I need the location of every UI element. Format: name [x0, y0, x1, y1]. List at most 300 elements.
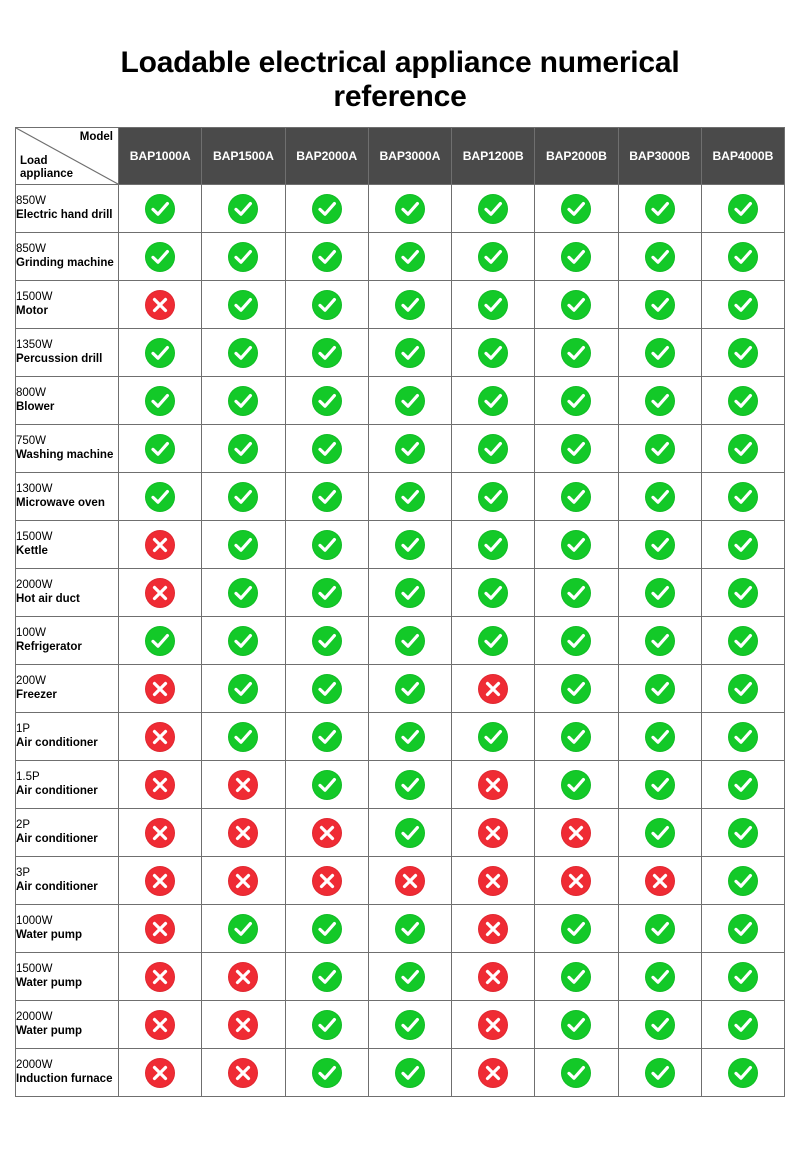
- check-circle-icon: [145, 434, 175, 464]
- check-glyph: [728, 866, 758, 896]
- check-glyph: [645, 578, 675, 608]
- cross-circle-icon: [228, 770, 258, 800]
- check-circle-icon: [728, 338, 758, 368]
- matrix-cell: [535, 665, 618, 713]
- check-glyph: [728, 722, 758, 752]
- check-circle-icon: [645, 482, 675, 512]
- cross-glyph: [478, 962, 508, 992]
- check-circle-icon: [228, 194, 258, 224]
- table-body: [16, 185, 785, 1097]
- column-header-5: BAP2000B: [535, 128, 618, 185]
- matrix-cell: [368, 713, 451, 761]
- matrix-cell: [452, 713, 535, 761]
- matrix-cell: [202, 377, 285, 425]
- check-circle-icon: [728, 242, 758, 272]
- cross-circle-icon: [145, 674, 175, 704]
- row-wattage: 800W: [16, 387, 47, 400]
- matrix-cell: [618, 1049, 701, 1097]
- matrix-cell: [618, 809, 701, 857]
- row-wattage: 1500W: [16, 963, 53, 976]
- table-row: [16, 185, 785, 233]
- row-label-cell: [16, 761, 119, 809]
- check-glyph: [728, 290, 758, 320]
- row-label-cell: [16, 185, 119, 233]
- cross-glyph: [478, 866, 508, 896]
- check-circle-icon: [645, 1058, 675, 1088]
- check-glyph: [312, 290, 342, 320]
- check-circle-icon: [312, 242, 342, 272]
- check-glyph: [312, 482, 342, 512]
- check-glyph: [561, 626, 591, 656]
- check-glyph: [728, 386, 758, 416]
- matrix-cell: [202, 473, 285, 521]
- check-glyph: [645, 1010, 675, 1040]
- matrix-cell: [119, 857, 202, 905]
- check-circle-icon: [728, 386, 758, 416]
- check-glyph: [312, 386, 342, 416]
- check-circle-icon: [728, 770, 758, 800]
- row-appliance-name: Water pump: [16, 976, 83, 989]
- row-label-cell: [16, 857, 119, 905]
- cross-glyph: [478, 674, 508, 704]
- check-circle-icon: [561, 626, 591, 656]
- cross-circle-icon: [228, 818, 258, 848]
- cross-glyph: [561, 866, 591, 896]
- check-glyph: [395, 674, 425, 704]
- row-wattage: 1P: [16, 723, 31, 736]
- check-glyph: [312, 962, 342, 992]
- check-circle-icon: [478, 434, 508, 464]
- row-wattage: 3P: [16, 867, 31, 880]
- check-circle-icon: [478, 242, 508, 272]
- row-wattage: 1.5P: [16, 771, 40, 784]
- matrix-cell: [285, 617, 368, 665]
- cross-glyph: [145, 1058, 175, 1088]
- row-appliance-name: Microwave oven: [16, 496, 105, 509]
- check-glyph: [395, 962, 425, 992]
- table-row: [16, 713, 785, 761]
- matrix-cell: [452, 905, 535, 953]
- row-wattage: 2P: [16, 819, 31, 832]
- row-appliance-name: Air conditioner: [16, 832, 98, 845]
- check-glyph: [228, 482, 258, 512]
- matrix-cell: [618, 1001, 701, 1049]
- matrix-cell: [701, 425, 784, 473]
- check-glyph: [561, 722, 591, 752]
- row-appliance-name: Air conditioner: [16, 784, 98, 797]
- check-circle-icon: [228, 290, 258, 320]
- row-appliance-name: Kettle: [16, 544, 48, 557]
- matrix-cell: [701, 857, 784, 905]
- check-circle-icon: [478, 722, 508, 752]
- check-glyph: [395, 530, 425, 560]
- matrix-cell: [701, 521, 784, 569]
- check-glyph: [645, 818, 675, 848]
- cross-circle-icon: [478, 1010, 508, 1040]
- matrix-cell: [202, 1049, 285, 1097]
- matrix-cell: [368, 473, 451, 521]
- check-glyph: [228, 626, 258, 656]
- check-circle-icon: [395, 770, 425, 800]
- cross-circle-icon: [145, 530, 175, 560]
- check-circle-icon: [312, 722, 342, 752]
- row-label-cell: [16, 281, 119, 329]
- matrix-cell: [701, 761, 784, 809]
- matrix-cell: [119, 665, 202, 713]
- matrix-cell: [452, 809, 535, 857]
- check-glyph: [395, 242, 425, 272]
- check-circle-icon: [228, 482, 258, 512]
- matrix-cell: [368, 425, 451, 473]
- matrix-cell: [368, 617, 451, 665]
- check-circle-icon: [728, 626, 758, 656]
- matrix-cell: [701, 809, 784, 857]
- matrix-cell: [618, 617, 701, 665]
- check-glyph: [728, 770, 758, 800]
- matrix-cell: [535, 569, 618, 617]
- row-label-cell: [16, 713, 119, 761]
- matrix-cell: [535, 281, 618, 329]
- matrix-cell: [285, 473, 368, 521]
- check-glyph: [645, 290, 675, 320]
- check-glyph: [728, 674, 758, 704]
- table-row: [16, 425, 785, 473]
- matrix-cell: [368, 329, 451, 377]
- check-circle-icon: [312, 338, 342, 368]
- check-glyph: [228, 290, 258, 320]
- cross-circle-icon: [478, 1058, 508, 1088]
- matrix-cell: [285, 1049, 368, 1097]
- check-circle-icon: [145, 626, 175, 656]
- check-glyph: [645, 674, 675, 704]
- check-glyph: [228, 242, 258, 272]
- matrix-cell: [452, 761, 535, 809]
- table-header-row: [16, 128, 785, 185]
- matrix-cell: [119, 329, 202, 377]
- cross-glyph: [145, 914, 175, 944]
- row-wattage: 850W: [16, 243, 47, 256]
- matrix-cell: [535, 377, 618, 425]
- check-glyph: [478, 290, 508, 320]
- matrix-cell: [368, 857, 451, 905]
- matrix-cell: [452, 617, 535, 665]
- check-glyph: [395, 290, 425, 320]
- row-appliance-name: Freezer: [16, 688, 57, 701]
- matrix-cell: [119, 185, 202, 233]
- check-glyph: [395, 434, 425, 464]
- matrix-cell: [202, 281, 285, 329]
- matrix-cell: [202, 905, 285, 953]
- check-glyph: [728, 626, 758, 656]
- check-glyph: [561, 386, 591, 416]
- table-row: [16, 521, 785, 569]
- cross-glyph: [478, 1010, 508, 1040]
- check-circle-icon: [645, 674, 675, 704]
- check-circle-icon: [395, 578, 425, 608]
- row-appliance-name: Electric hand drill: [16, 208, 113, 221]
- matrix-cell: [535, 425, 618, 473]
- check-circle-icon: [228, 578, 258, 608]
- compatibility-table: [15, 127, 785, 1097]
- check-circle-icon: [561, 1058, 591, 1088]
- check-circle-icon: [145, 386, 175, 416]
- check-glyph: [312, 1058, 342, 1088]
- matrix-cell: [368, 233, 451, 281]
- matrix-cell: [452, 281, 535, 329]
- check-circle-icon: [478, 578, 508, 608]
- check-glyph: [645, 530, 675, 560]
- matrix-cell: [618, 281, 701, 329]
- row-appliance-name: Washing machine: [16, 448, 114, 461]
- row-appliance-name: Water pump: [16, 928, 83, 941]
- check-glyph: [228, 338, 258, 368]
- cross-glyph: [228, 770, 258, 800]
- row-wattage: 2000W: [16, 579, 53, 592]
- cross-glyph: [145, 770, 175, 800]
- matrix-cell: [285, 905, 368, 953]
- row-wattage: 200W: [16, 675, 47, 688]
- check-circle-icon: [478, 338, 508, 368]
- check-circle-icon: [645, 722, 675, 752]
- check-glyph: [395, 1058, 425, 1088]
- check-circle-icon: [645, 1010, 675, 1040]
- matrix-cell: [119, 905, 202, 953]
- check-glyph: [561, 578, 591, 608]
- cross-circle-icon: [312, 818, 342, 848]
- table-row: [16, 329, 785, 377]
- matrix-cell: [285, 233, 368, 281]
- row-label-cell: [16, 809, 119, 857]
- check-glyph: [478, 626, 508, 656]
- matrix-cell: [368, 905, 451, 953]
- cross-circle-icon: [478, 962, 508, 992]
- cross-circle-icon: [145, 962, 175, 992]
- check-circle-icon: [645, 914, 675, 944]
- check-circle-icon: [145, 242, 175, 272]
- matrix-cell: [202, 617, 285, 665]
- check-glyph: [395, 194, 425, 224]
- table-row: [16, 953, 785, 1001]
- matrix-cell: [368, 665, 451, 713]
- check-circle-icon: [728, 1058, 758, 1088]
- matrix-cell: [452, 1001, 535, 1049]
- check-glyph: [728, 482, 758, 512]
- matrix-cell: [368, 953, 451, 1001]
- table-row: [16, 377, 785, 425]
- row-wattage: 1000W: [16, 915, 53, 928]
- check-circle-icon: [228, 674, 258, 704]
- check-glyph: [395, 722, 425, 752]
- check-circle-icon: [395, 194, 425, 224]
- matrix-cell: [535, 1001, 618, 1049]
- cross-circle-icon: [145, 866, 175, 896]
- cross-glyph: [228, 818, 258, 848]
- row-label-cell: [16, 953, 119, 1001]
- table-row: [16, 1001, 785, 1049]
- row-wattage: 1350W: [16, 339, 53, 352]
- cross-circle-icon: [145, 914, 175, 944]
- table-row: [16, 905, 785, 953]
- cross-circle-icon: [561, 866, 591, 896]
- check-circle-icon: [478, 290, 508, 320]
- check-glyph: [312, 194, 342, 224]
- check-glyph: [312, 914, 342, 944]
- check-glyph: [478, 242, 508, 272]
- cross-glyph: [145, 578, 175, 608]
- matrix-cell: [618, 473, 701, 521]
- check-glyph: [478, 722, 508, 752]
- check-glyph: [145, 482, 175, 512]
- corner-load-label: [20, 155, 73, 181]
- check-circle-icon: [561, 722, 591, 752]
- row-wattage: 1300W: [16, 483, 53, 496]
- check-glyph: [728, 434, 758, 464]
- matrix-cell: [202, 233, 285, 281]
- row-appliance-name: Air conditioner: [16, 880, 98, 893]
- row-appliance-name: Blower: [16, 400, 55, 413]
- matrix-cell: [535, 185, 618, 233]
- check-glyph: [312, 722, 342, 752]
- check-glyph: [145, 242, 175, 272]
- matrix-cell: [701, 377, 784, 425]
- matrix-cell: [202, 665, 285, 713]
- matrix-cell: [701, 1049, 784, 1097]
- row-label-cell: [16, 521, 119, 569]
- cross-circle-icon: [478, 866, 508, 896]
- check-glyph: [228, 530, 258, 560]
- matrix-cell: [119, 1001, 202, 1049]
- check-glyph: [728, 1058, 758, 1088]
- check-glyph: [395, 914, 425, 944]
- matrix-cell: [119, 953, 202, 1001]
- check-circle-icon: [645, 242, 675, 272]
- matrix-cell: [368, 761, 451, 809]
- matrix-cell: [618, 233, 701, 281]
- check-glyph: [645, 770, 675, 800]
- cross-glyph: [645, 866, 675, 896]
- check-glyph: [728, 818, 758, 848]
- matrix-cell: [618, 185, 701, 233]
- check-glyph: [478, 386, 508, 416]
- check-circle-icon: [645, 338, 675, 368]
- check-glyph: [228, 722, 258, 752]
- cross-circle-icon: [228, 962, 258, 992]
- corner-header-cell: [16, 128, 119, 185]
- row-wattage: 850W: [16, 195, 47, 208]
- cross-circle-icon: [145, 290, 175, 320]
- matrix-cell: [618, 329, 701, 377]
- matrix-cell: [452, 377, 535, 425]
- matrix-cell: [202, 953, 285, 1001]
- matrix-cell: [368, 521, 451, 569]
- matrix-cell: [202, 809, 285, 857]
- check-glyph: [728, 242, 758, 272]
- check-circle-icon: [312, 578, 342, 608]
- matrix-cell: [618, 953, 701, 1001]
- cross-glyph: [228, 1058, 258, 1088]
- check-circle-icon: [728, 530, 758, 560]
- matrix-cell: [618, 713, 701, 761]
- check-circle-icon: [228, 242, 258, 272]
- matrix-cell: [119, 233, 202, 281]
- check-circle-icon: [478, 530, 508, 560]
- table-row: [16, 1049, 785, 1097]
- matrix-cell: [535, 713, 618, 761]
- cross-circle-icon: [228, 1010, 258, 1040]
- check-circle-icon: [228, 434, 258, 464]
- matrix-cell: [285, 377, 368, 425]
- check-circle-icon: [561, 482, 591, 512]
- check-glyph: [228, 386, 258, 416]
- row-appliance-name: Grinding machine: [16, 256, 114, 269]
- matrix-cell: [202, 185, 285, 233]
- check-glyph: [561, 482, 591, 512]
- check-circle-icon: [728, 434, 758, 464]
- check-glyph: [728, 1010, 758, 1040]
- row-label-cell: [16, 1001, 119, 1049]
- check-glyph: [561, 194, 591, 224]
- column-header-6: BAP3000B: [618, 128, 701, 185]
- cross-glyph: [395, 866, 425, 896]
- table-row: [16, 761, 785, 809]
- cross-circle-icon: [228, 866, 258, 896]
- matrix-cell: [368, 1001, 451, 1049]
- cross-glyph: [145, 818, 175, 848]
- cross-circle-icon: [145, 770, 175, 800]
- check-glyph: [312, 242, 342, 272]
- check-glyph: [645, 482, 675, 512]
- row-label-cell: [16, 329, 119, 377]
- cross-circle-icon: [645, 866, 675, 896]
- cross-circle-icon: [312, 866, 342, 896]
- check-glyph: [561, 770, 591, 800]
- check-circle-icon: [228, 386, 258, 416]
- row-wattage: 1500W: [16, 531, 53, 544]
- matrix-cell: [535, 857, 618, 905]
- matrix-cell: [618, 905, 701, 953]
- check-circle-icon: [561, 242, 591, 272]
- matrix-cell: [202, 569, 285, 617]
- check-glyph: [561, 1010, 591, 1040]
- check-glyph: [561, 242, 591, 272]
- matrix-cell: [452, 185, 535, 233]
- check-circle-icon: [395, 722, 425, 752]
- check-glyph: [395, 770, 425, 800]
- corner-load-line1: Load: [20, 155, 48, 168]
- matrix-cell: [701, 185, 784, 233]
- check-circle-icon: [395, 242, 425, 272]
- check-glyph: [228, 674, 258, 704]
- row-wattage: 2000W: [16, 1059, 53, 1072]
- matrix-cell: [701, 281, 784, 329]
- matrix-cell: [119, 473, 202, 521]
- cross-circle-icon: [478, 770, 508, 800]
- check-circle-icon: [228, 530, 258, 560]
- matrix-cell: [285, 185, 368, 233]
- row-wattage: 750W: [16, 435, 47, 448]
- matrix-cell: [202, 713, 285, 761]
- matrix-cell: [618, 377, 701, 425]
- cross-circle-icon: [478, 674, 508, 704]
- matrix-cell: [701, 617, 784, 665]
- row-label-cell: [16, 473, 119, 521]
- matrix-cell: [285, 665, 368, 713]
- matrix-cell: [368, 809, 451, 857]
- check-glyph: [478, 434, 508, 464]
- matrix-cell: [535, 809, 618, 857]
- matrix-cell: [119, 521, 202, 569]
- row-appliance-name: Percussion drill: [16, 352, 103, 365]
